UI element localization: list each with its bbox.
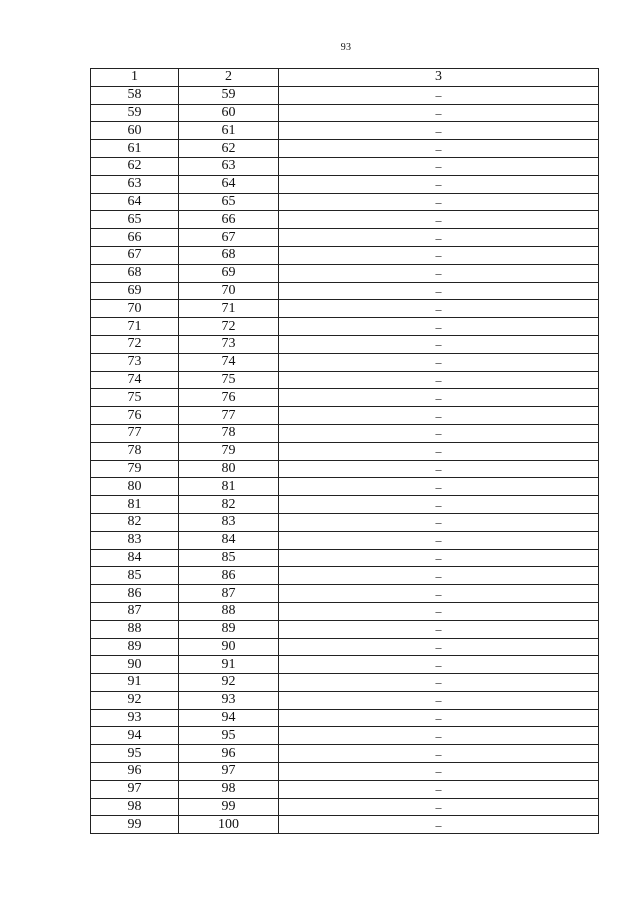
table-row — [91, 264, 599, 282]
table-cell-col-1: 69 — [91, 282, 179, 300]
table-cell-col-1: 89 — [91, 638, 179, 656]
table-cell-col-2: 79 — [179, 442, 279, 460]
table-cell-col-2: 78 — [179, 424, 279, 442]
table-row — [91, 104, 599, 122]
table-cell-col-2: 73 — [179, 335, 279, 353]
table-cell-col-3: – — [279, 727, 599, 745]
table-cell-col-3: – — [279, 424, 599, 442]
table-cell-col-2: 98 — [179, 780, 279, 798]
table-cell-col-2: 65 — [179, 193, 279, 211]
table-cell-col-1: 95 — [91, 745, 179, 763]
table-cell-col-3: – — [279, 460, 599, 478]
table-cell-col-2: 76 — [179, 389, 279, 407]
table-header — [91, 69, 599, 87]
table-cell-col-2: 62 — [179, 140, 279, 158]
table-cell-col-3: – — [279, 353, 599, 371]
table-cell-col-1: 71 — [91, 318, 179, 336]
table-row — [91, 798, 599, 816]
table-cell-col-3: – — [279, 816, 599, 834]
table-cell-col-3: – — [279, 602, 599, 620]
table-cell-col-1: 92 — [91, 691, 179, 709]
table-cell-col-2: 66 — [179, 211, 279, 229]
table-cell-col-3: – — [279, 104, 599, 122]
table-cell-col-1: 91 — [91, 674, 179, 692]
table-cell-col-3: – — [279, 442, 599, 460]
table-cell-col-1: 58 — [91, 86, 179, 104]
table-row — [91, 691, 599, 709]
column-header-3: 3 — [279, 69, 599, 87]
table-cell-col-3: – — [279, 638, 599, 656]
table-row — [91, 335, 599, 353]
table-row — [91, 407, 599, 425]
table-cell-col-2: 63 — [179, 157, 279, 175]
table-cell-col-3: – — [279, 282, 599, 300]
table-cell-col-2: 84 — [179, 531, 279, 549]
table-cell-col-1: 72 — [91, 335, 179, 353]
table-row — [91, 122, 599, 140]
table-cell-col-1: 66 — [91, 229, 179, 247]
table-cell-col-1: 99 — [91, 816, 179, 834]
table-row — [91, 638, 599, 656]
table-cell-col-1: 64 — [91, 193, 179, 211]
table-cell-col-2: 72 — [179, 318, 279, 336]
table-cell-col-2: 93 — [179, 691, 279, 709]
table-cell-col-2: 69 — [179, 264, 279, 282]
table-cell-col-1: 82 — [91, 513, 179, 531]
table-cell-col-2: 60 — [179, 104, 279, 122]
table-row — [91, 531, 599, 549]
table-cell-col-3: – — [279, 763, 599, 781]
table-cell-col-3: – — [279, 531, 599, 549]
table-cell-col-1: 94 — [91, 727, 179, 745]
table-cell-col-2: 92 — [179, 674, 279, 692]
table-cell-col-1: 96 — [91, 763, 179, 781]
table-cell-col-2: 99 — [179, 798, 279, 816]
table-cell-col-2: 74 — [179, 353, 279, 371]
table-row — [91, 585, 599, 603]
table-cell-col-1: 75 — [91, 389, 179, 407]
table-cell-col-2: 77 — [179, 407, 279, 425]
table-cell-col-1: 74 — [91, 371, 179, 389]
table-header-row — [91, 69, 599, 87]
table-cell-col-1: 70 — [91, 300, 179, 318]
table-cell-col-1: 59 — [91, 104, 179, 122]
table-cell-col-3: – — [279, 745, 599, 763]
table-cell-col-2: 96 — [179, 745, 279, 763]
table-cell-col-1: 81 — [91, 496, 179, 514]
table-row — [91, 602, 599, 620]
table-cell-col-3: – — [279, 709, 599, 727]
table-cell-col-2: 89 — [179, 620, 279, 638]
table-cell-col-3: – — [279, 656, 599, 674]
table-row — [91, 424, 599, 442]
table-cell-col-1: 78 — [91, 442, 179, 460]
page-number: 93 — [340, 42, 352, 53]
table-cell-col-2: 61 — [179, 122, 279, 140]
table-cell-col-3: – — [279, 140, 599, 158]
table-cell-col-1: 73 — [91, 353, 179, 371]
table-row — [91, 193, 599, 211]
table-row — [91, 246, 599, 264]
table-cell-col-1: 86 — [91, 585, 179, 603]
table-cell-col-1: 63 — [91, 175, 179, 193]
table-cell-col-1: 79 — [91, 460, 179, 478]
table-cell-col-1: 97 — [91, 780, 179, 798]
table-cell-col-1: 65 — [91, 211, 179, 229]
table-cell-col-1: 62 — [91, 157, 179, 175]
table-row — [91, 300, 599, 318]
table-row — [91, 371, 599, 389]
table-row — [91, 389, 599, 407]
table-row — [91, 460, 599, 478]
table-cell-col-1: 87 — [91, 602, 179, 620]
table-cell-col-2: 81 — [179, 478, 279, 496]
table-cell-col-3: – — [279, 691, 599, 709]
table-cell-col-3: – — [279, 620, 599, 638]
table-row — [91, 674, 599, 692]
table-cell-col-2: 71 — [179, 300, 279, 318]
table-row — [91, 549, 599, 567]
table-row — [91, 211, 599, 229]
table-cell-col-1: 83 — [91, 531, 179, 549]
table-cell-col-3: – — [279, 175, 599, 193]
table-row — [91, 157, 599, 175]
table-cell-col-2: 68 — [179, 246, 279, 264]
table-cell-col-3: – — [279, 246, 599, 264]
table-cell-col-2: 59 — [179, 86, 279, 104]
table-cell-col-3: – — [279, 513, 599, 531]
table-cell-col-2: 94 — [179, 709, 279, 727]
table-cell-col-3: – — [279, 229, 599, 247]
table-cell-col-3: – — [279, 211, 599, 229]
table-row — [91, 745, 599, 763]
table-cell-col-2: 67 — [179, 229, 279, 247]
table-cell-col-3: – — [279, 264, 599, 282]
table-cell-col-1: 80 — [91, 478, 179, 496]
table-cell-col-2: 88 — [179, 602, 279, 620]
table-row — [91, 763, 599, 781]
column-header-2: 2 — [179, 69, 279, 87]
table-cell-col-3: – — [279, 157, 599, 175]
table-cell-col-2: 86 — [179, 567, 279, 585]
table-cell-col-2: 100 — [179, 816, 279, 834]
table-row — [91, 282, 599, 300]
table-cell-col-3: – — [279, 496, 599, 514]
table-row — [91, 780, 599, 798]
table-cell-col-2: 90 — [179, 638, 279, 656]
table-row — [91, 656, 599, 674]
table-cell-col-3: – — [279, 567, 599, 585]
table-row — [91, 567, 599, 585]
table-row — [91, 318, 599, 336]
table-cell-col-1: 60 — [91, 122, 179, 140]
table-cell-col-2: 87 — [179, 585, 279, 603]
table-cell-col-2: 95 — [179, 727, 279, 745]
table-cell-col-2: 83 — [179, 513, 279, 531]
table-row — [91, 86, 599, 104]
table-cell-col-3: – — [279, 371, 599, 389]
table-row — [91, 229, 599, 247]
table-cell-col-1: 77 — [91, 424, 179, 442]
table-cell-col-1: 61 — [91, 140, 179, 158]
table-cell-col-3: – — [279, 335, 599, 353]
table-cell-col-1: 93 — [91, 709, 179, 727]
column-header-1: 1 — [91, 69, 179, 87]
table-cell-col-3: – — [279, 798, 599, 816]
table-cell-col-3: – — [279, 780, 599, 798]
table-cell-col-2: 70 — [179, 282, 279, 300]
table-cell-col-2: 75 — [179, 371, 279, 389]
table-cell-col-1: 98 — [91, 798, 179, 816]
table-row — [91, 353, 599, 371]
table-cell-col-2: 80 — [179, 460, 279, 478]
table-cell-col-3: – — [279, 193, 599, 211]
table-cell-col-3: – — [279, 300, 599, 318]
table-cell-col-3: – — [279, 122, 599, 140]
table-row — [91, 513, 599, 531]
table-cell-col-2: 82 — [179, 496, 279, 514]
table-row — [91, 727, 599, 745]
table-row — [91, 496, 599, 514]
table-cell-col-3: – — [279, 549, 599, 567]
table-cell-col-1: 84 — [91, 549, 179, 567]
table-body — [91, 86, 599, 833]
table-row — [91, 140, 599, 158]
table-cell-col-3: – — [279, 585, 599, 603]
table-cell-col-1: 76 — [91, 407, 179, 425]
table-cell-col-1: 67 — [91, 246, 179, 264]
table-row — [91, 620, 599, 638]
table-cell-col-1: 68 — [91, 264, 179, 282]
table-cell-col-3: – — [279, 389, 599, 407]
table-cell-col-1: 85 — [91, 567, 179, 585]
table-cell-col-3: – — [279, 478, 599, 496]
table-row — [91, 709, 599, 727]
table-cell-col-3: – — [279, 674, 599, 692]
table-cell-col-3: – — [279, 86, 599, 104]
table-cell-col-2: 85 — [179, 549, 279, 567]
table-cell-col-3: – — [279, 318, 599, 336]
table-cell-col-1: 90 — [91, 656, 179, 674]
table-row — [91, 816, 599, 834]
table-row — [91, 478, 599, 496]
data-table — [90, 68, 599, 834]
table-cell-col-2: 91 — [179, 656, 279, 674]
table-cell-col-3: – — [279, 407, 599, 425]
table-row — [91, 175, 599, 193]
table-row — [91, 442, 599, 460]
table-cell-col-2: 64 — [179, 175, 279, 193]
table-cell-col-2: 97 — [179, 763, 279, 781]
table-cell-col-1: 88 — [91, 620, 179, 638]
